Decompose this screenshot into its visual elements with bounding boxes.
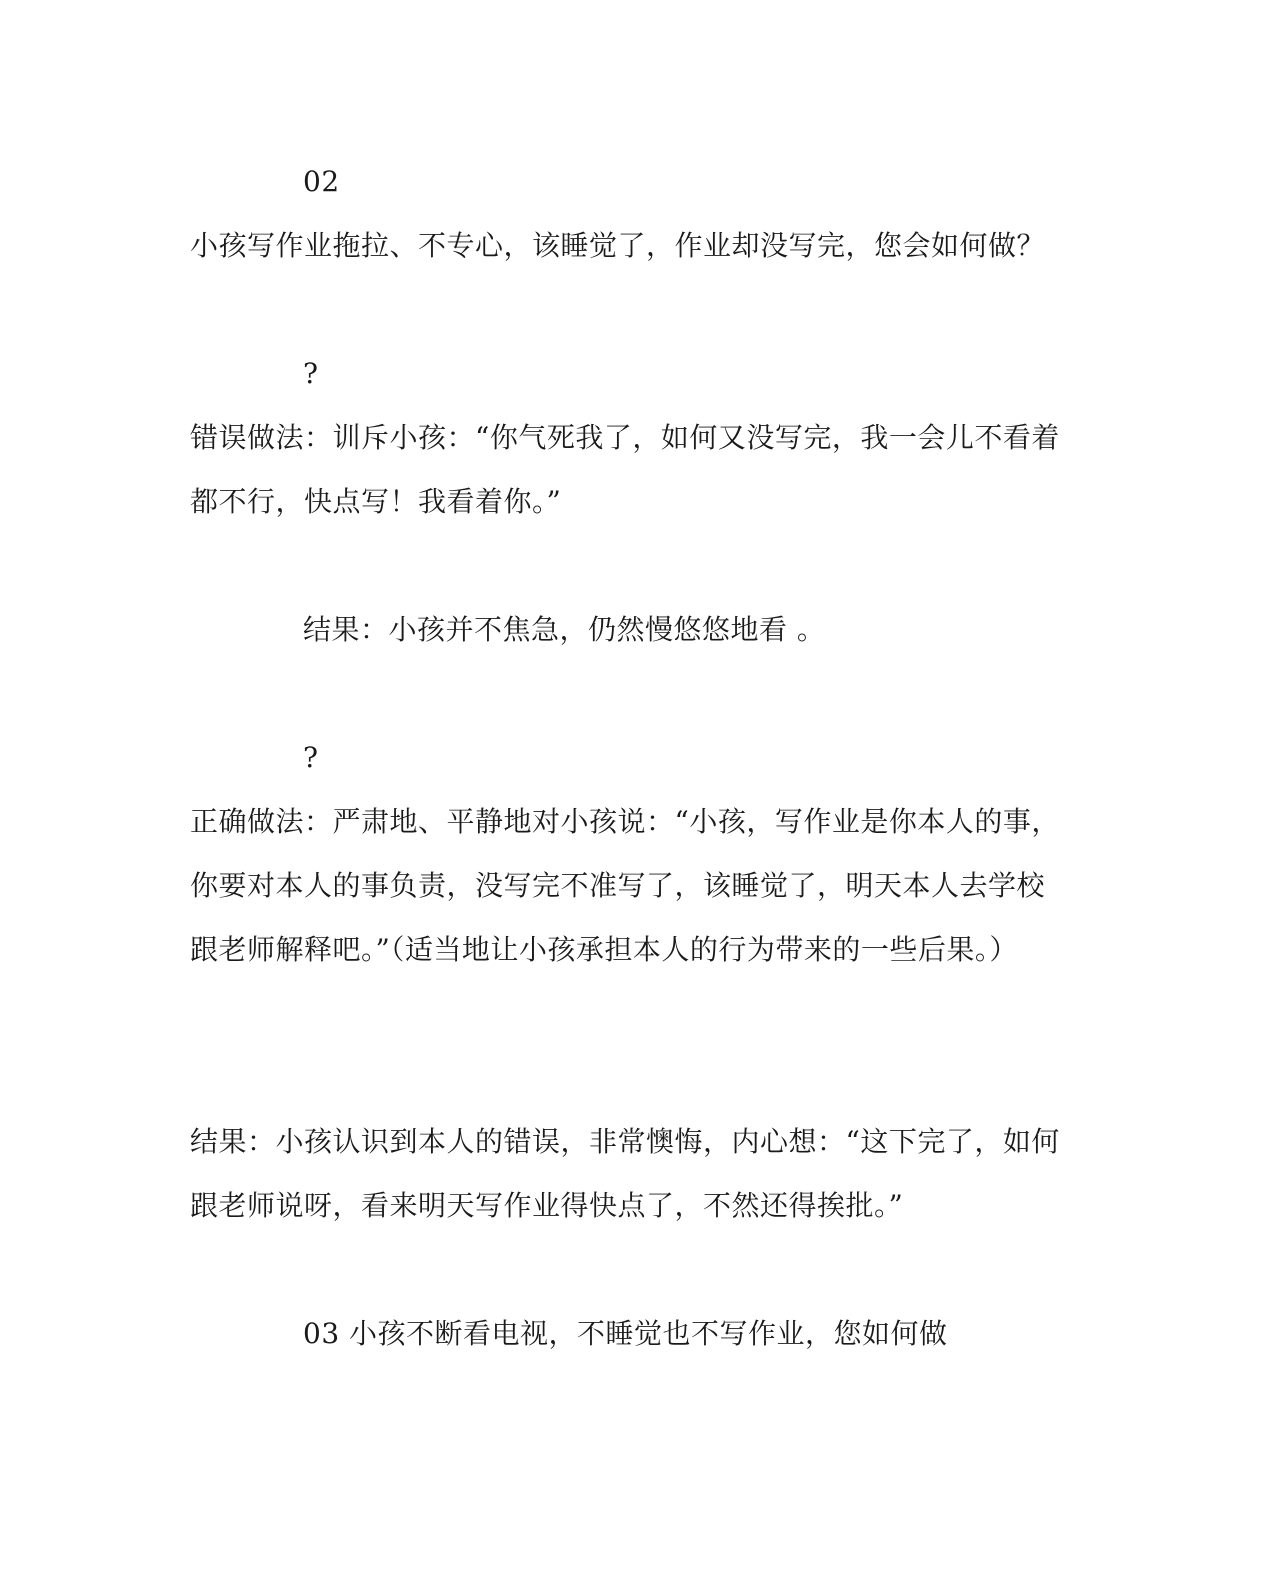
bullet-marker: ? xyxy=(303,741,319,774)
wrong-approach-line-1: 错误做法：训斥小孩：“你气死我了，如何又没写完，我一会儿不看着 xyxy=(190,421,1060,454)
wrong-approach-line-2: 都不行，快点写！我看着你。” xyxy=(190,485,562,518)
right-approach-result-line-1: 结果：小孩认识到本人的错误，非常懊悔，内心想：“这下完了，如何 xyxy=(190,1125,1060,1158)
right-approach-line-2: 你要对本人的事负责，没写完不准写了，该睡觉了，明天本人去学校 xyxy=(190,869,1046,902)
section-03-heading: 03 小孩不断看电视，不睡觉也不写作业，您如何做 xyxy=(303,1317,948,1350)
bullet-marker: ? xyxy=(303,357,319,390)
wrong-approach-result: 结果：小孩并不焦急，仍然慢悠悠地看 。 xyxy=(303,613,826,646)
right-approach-result-line-2: 跟老师说呀，看来明天写作业得快点了，不然还得挨批。” xyxy=(190,1189,904,1222)
right-approach-line-1: 正确做法：严肃地、平静地对小孩说：“小孩，写作业是你本人的事， xyxy=(190,805,1060,838)
question-text: 小孩写作业拖拉、不专心，该睡觉了，作业却没写完，您会如何做？ xyxy=(190,229,1046,262)
right-approach-line-3: 跟老师解释吧。”（适当地让小孩承担本人的行为带来的一些后果。） xyxy=(190,933,1018,966)
section-number: 02 xyxy=(303,165,340,198)
